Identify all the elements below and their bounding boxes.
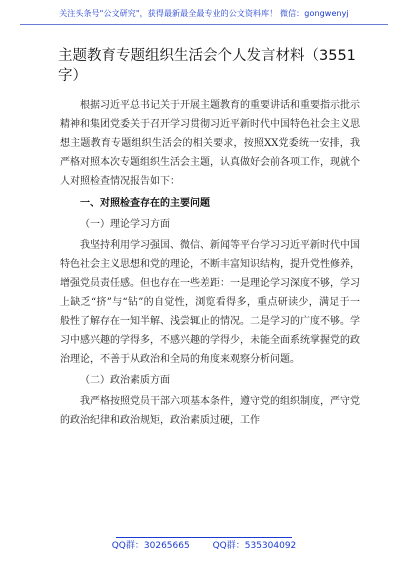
header-divider	[20, 24, 388, 25]
footer-qq-group-1: QQ群：30265665	[111, 541, 190, 551]
theory-paragraph: 我坚持利用学习强国、微信、新闻等平台学习习近平新时代中国特色社会主义思想和党的理论，不断丰富知识结构，提升党性修养，增强党员责任感。但也存在一些差距：一是理论学习深度不够，学习上缺乏“挤”与“钻”的自觉性，浏览看得多，重点研读少，满足于一般性了解存在一知半解、浅尝辄止的情况。二是学习的广度不够。学习中感兴趣的学得多，不感兴趣的学得少，未能全面系统掌握党的政治理论，不善于从政治和全局的角度来观察分析问题。	[60, 240, 360, 365]
document-body	[60, 96, 360, 430]
subsection-heading: （二）政治素质方面	[80, 375, 170, 386]
document-title: 主题教育专题组织生活会个人发言材料（3551字）	[58, 48, 356, 84]
section-heading: 一、对照检查存在的主要问题	[80, 198, 210, 209]
footer-qq-group-2: QQ群：535304092	[212, 541, 297, 551]
footer	[0, 538, 408, 551]
header-banner: 关注头条号"公文研究"，获得最新最全最专业的公文资料库！ 微信：gongwenyj	[59, 9, 349, 18]
subsection-heading: （一）理论学习方面	[80, 219, 170, 230]
intro-paragraph: 根据习近平总书记关于开展主题教育的重要讲话和重要指示批示精神和集团党委关于召开学习贯彻习近平新时代中国特色社会主义思想主题教育专题组织生活会的相关要求，按照XX党委统一安排，我严格对照本次专题组织生活会主题，认真做好会前各项工作，现就个人对照检查情况报告如下：	[60, 100, 360, 187]
political-paragraph: 我严格按照党员干部六项基本条件，遵守党的组织制度，严守党的政治纪律和政治规矩，政治素质过硬，工作	[60, 396, 360, 426]
